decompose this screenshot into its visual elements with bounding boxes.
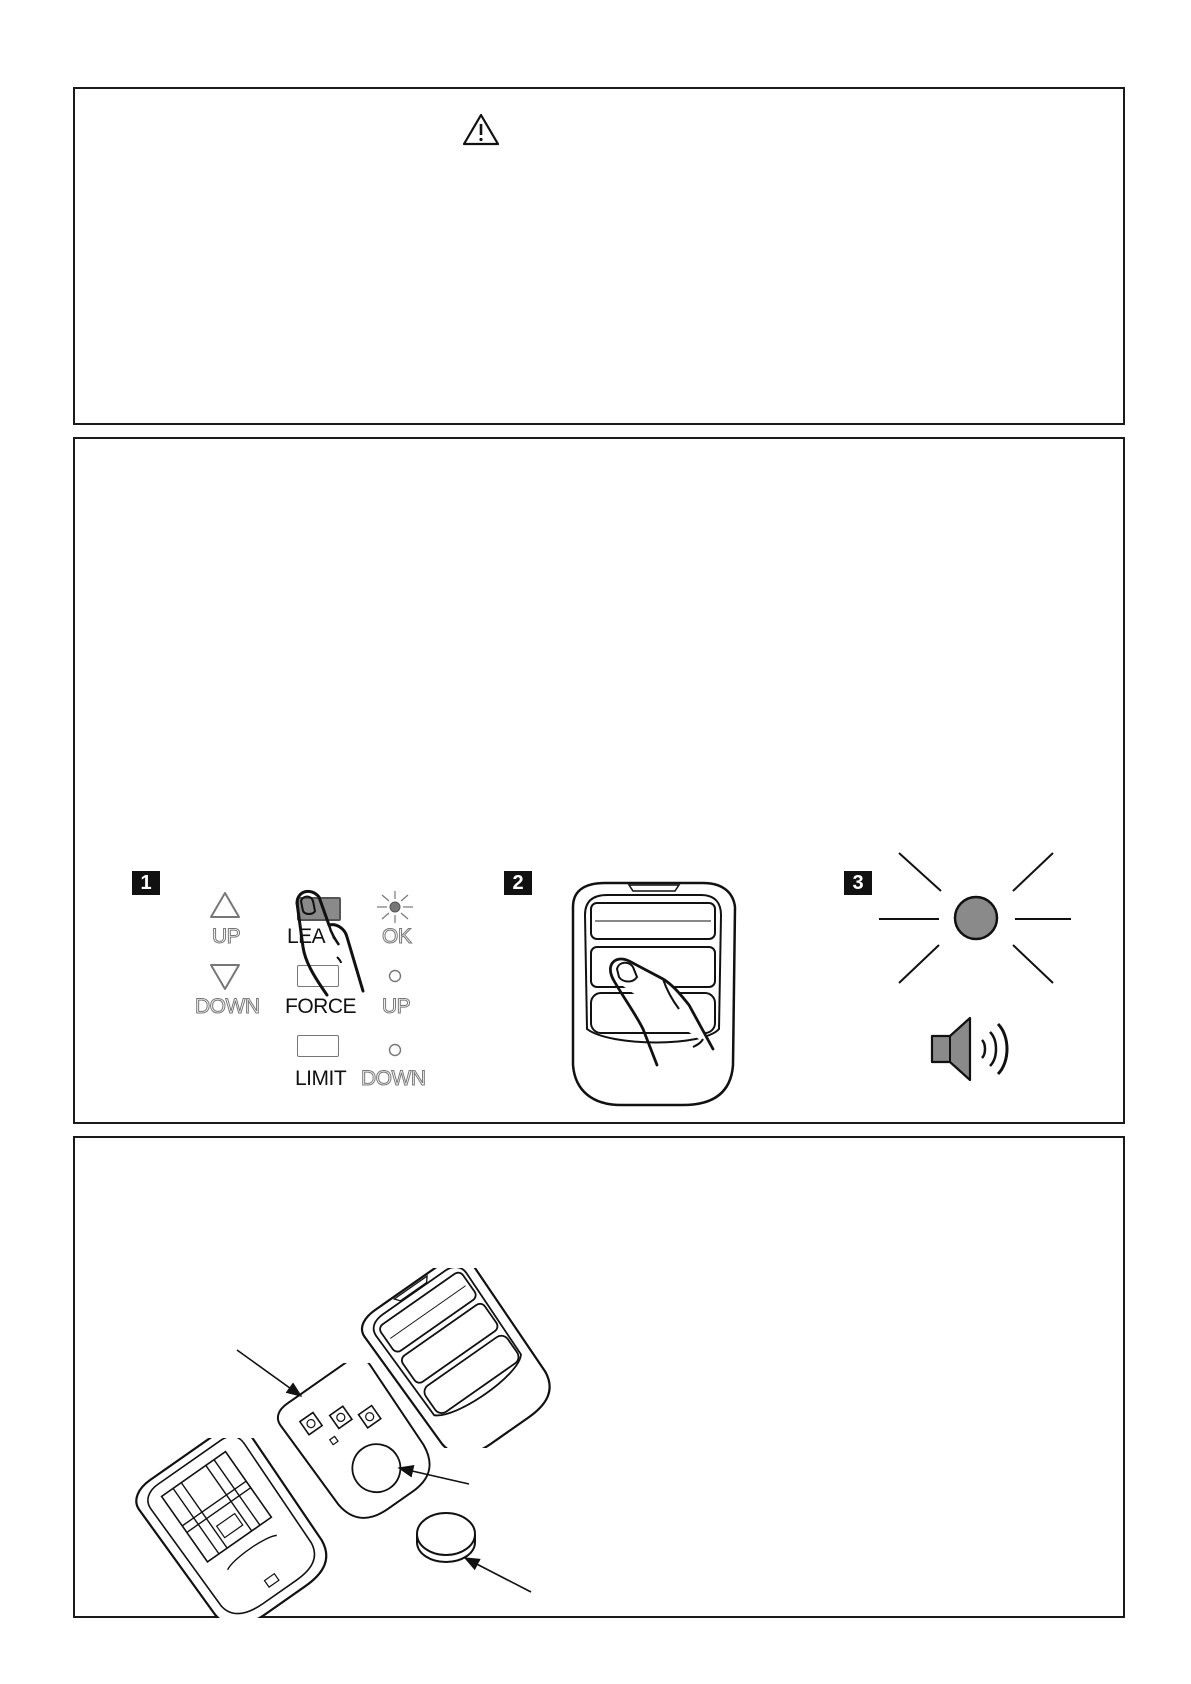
up-led-label: UP <box>382 995 411 1018</box>
finger-press-icon <box>275 885 385 1005</box>
learn-button-label: LEA <box>287 925 326 948</box>
down-led-label: DOWN <box>361 1067 426 1090</box>
limit-button-label: LIMIT <box>295 1067 347 1090</box>
step-2-badge: 2 <box>504 871 532 895</box>
force-button-label: FORCE <box>285 995 356 1018</box>
remote-control-icon <box>553 879 763 1109</box>
down-arrow-button-icon <box>209 963 241 991</box>
up-led-icon <box>388 969 402 983</box>
ok-led-label: OK <box>382 925 412 948</box>
warning-triangle-icon <box>462 113 500 147</box>
up-button-label: UP <box>212 925 241 948</box>
up-arrow-button-icon <box>209 891 241 919</box>
down-led-icon <box>388 1043 402 1057</box>
step-1-badge: 1 <box>132 871 160 895</box>
flashing-lamp-icon <box>875 849 1075 989</box>
limit-button <box>297 1035 339 1057</box>
speaker-icon <box>928 1014 1028 1084</box>
down-button-label: DOWN <box>195 995 260 1018</box>
programming-panel <box>73 437 1125 1124</box>
battery-panel <box>73 1136 1125 1618</box>
warning-panel <box>73 87 1125 425</box>
step-3-badge: 3 <box>844 871 872 895</box>
arrow-icon <box>75 1138 1123 1616</box>
